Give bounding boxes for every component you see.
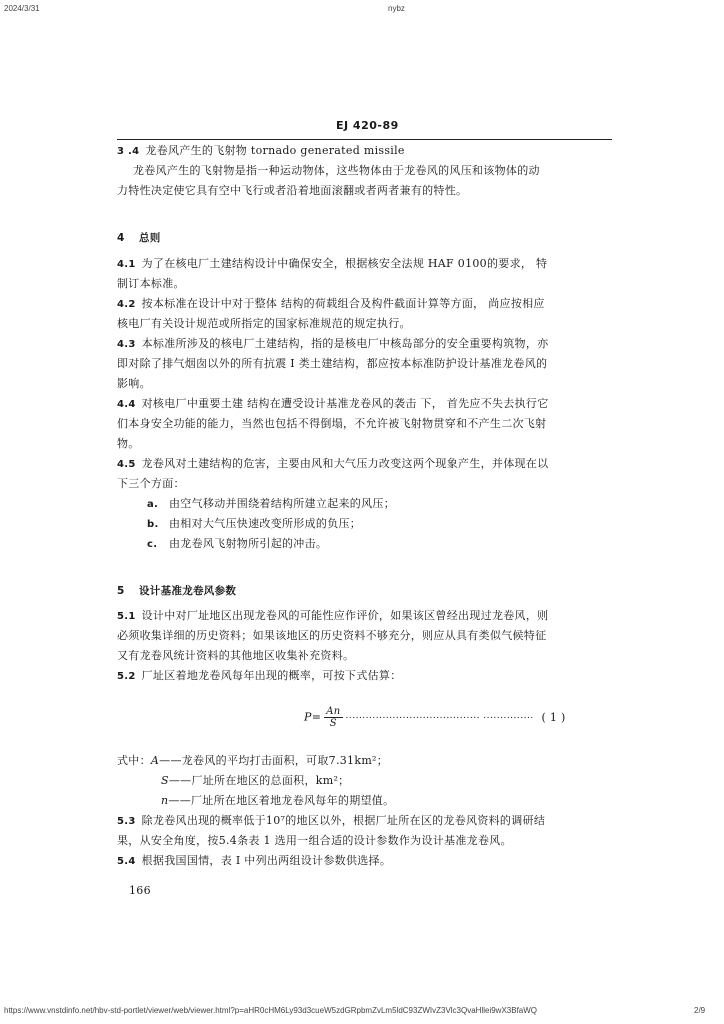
- clause-number: 4.3: [117, 339, 136, 350]
- def-text: ——厂址所在地区着地龙卷风每年的期望值。: [168, 794, 395, 807]
- clause-5-1-line-2: 必须收集详细的历史资料；如果该地区的历史资料不够充分，则应从具有类似气候特征: [117, 629, 547, 642]
- formula-fraction: [324, 706, 342, 729]
- list-marker: a.: [147, 499, 159, 510]
- header-rule: [117, 139, 612, 140]
- print-date: 2024/3/31: [4, 4, 40, 13]
- formula-label: ( 1 ): [541, 710, 566, 724]
- clause-number: 5.3: [117, 816, 136, 827]
- clause-5-3-line-2: 果，从安全角度，按5.4条表 1 选用一组合适的设计参数作为设计基准龙卷风。: [117, 834, 512, 847]
- clause-4-3-line-3: 影响。: [117, 377, 151, 390]
- footer-url[interactable]: https://www.vnstdinfo.net/hbv-std-portlet/viewer/web/viewer.html?p=aHR0cHM6Ly93d3cueW5zdGRpbmZvLm5ldC93ZWIvZ3Vlc3QvaHllei9wX3BfaWQ: [4, 1006, 538, 1015]
- clause-5-1-line-3: 又有龙卷风统计资料的其他地区收集补充资料。: [117, 649, 355, 662]
- list-item: a. 由空气移动并围绕着结构所建立起来的风压；: [147, 496, 395, 513]
- def-symbol: S: [161, 774, 169, 787]
- clause-4-1-line-1: 4.1 为了在核电厂土建结构设计中确保安全，根据核安全法规 HAF 0100的要求， 特: [117, 256, 547, 273]
- clause-4-1-line-2: 制订本标准。: [117, 277, 185, 290]
- list-item: c. 由龙卷风飞射物所引起的冲击。: [147, 536, 327, 553]
- def-text: ——龙卷风的平均打击面积，可取7.31km²；: [159, 754, 389, 767]
- section-title: 总则: [139, 232, 161, 244]
- clause-number: 4.5: [117, 459, 136, 470]
- clause-3-4-line-2: 力特性决定使它具有空中飞行或者沿着地面滚翻或者两者兼有的特性。: [117, 184, 468, 197]
- formula-def: [161, 793, 394, 809]
- clause-number: 5.2: [117, 671, 136, 682]
- formula-1: [304, 706, 566, 729]
- clause-4-3-line-1: 4.3 本标准所涉及的核电厂土建结构，指的是核电厂中核岛部分的安全重要构筑物，亦: [117, 336, 548, 353]
- def-symbol: n: [161, 794, 169, 807]
- formula-def: [161, 773, 349, 789]
- list-marker: b.: [147, 519, 159, 530]
- clause-5-2-line-1: 5.2 厂址区着地龙卷风每年出现的概率，可按下式估算：: [117, 668, 402, 685]
- formula-denominator: S: [329, 718, 337, 729]
- clause-4-5-line-1: 4.5 龙卷风对土建结构的危害，主要由风和大气压力改变这两个现象产生，并体现在以: [117, 456, 548, 473]
- clause-3-4-line-1: 龙卷风产生的飞射物是指一种运动物体，这些物体由于龙卷风的风压和该物体的动: [133, 164, 540, 177]
- clause-4-2-line-1: 4.2 按本标准在设计中对于整体 结构的荷载组合及构件截面计算等方面， 尚应按相应: [117, 296, 545, 313]
- clause-4-5-line-2: 下三个方面：: [117, 477, 185, 490]
- clause-number: 5.1: [117, 611, 136, 622]
- clause-number: 3 .4: [117, 146, 140, 157]
- clause-4-3-line-2: 即对除了排气烟囱以外的所有抗震 I 类土建结构，都应按本标准防护设计基准龙卷风的: [117, 357, 548, 370]
- def-text: ——厂址所在地区的总面积，km²；: [168, 774, 350, 787]
- section-number: 5: [117, 585, 125, 597]
- clause-4-2-line-2: 核电厂有关设计规范或所指定的国家标准规范的规定执行。: [117, 317, 411, 330]
- clause-number: 4.2: [117, 299, 136, 310]
- list-item: b. 由相对大气压快速改变所形成的负压；: [147, 516, 361, 533]
- footer-page: 2/9: [694, 1006, 706, 1015]
- clause-4-4-line-2: 们本身安全功能的能力，当然也包括不得倒塌，不允许被飞射物贯穿和不产生二次飞射: [117, 417, 547, 430]
- formula-equals: =: [311, 710, 322, 724]
- formula-lhs: P: [304, 710, 312, 724]
- clause-5-4-line-1: 5.4 根据我国国情，表 I 中列出两组设计参数供选择。: [117, 853, 391, 870]
- section-4-heading: [117, 230, 161, 246]
- list-marker: c.: [147, 539, 158, 550]
- clause-4-4-line-1: 4.4 对核电厂中重要土建 结构在遭受设计基准龙卷风的袭击 下， 首先应不失去执行它: [117, 396, 549, 413]
- clause-5-1-line-1: 5.1 设计中对厂址地区出现龙卷风的可能性应作评价，如果该区曾经出现过龙卷风，则: [117, 608, 548, 625]
- formula-leader: ········································ ···············: [345, 713, 534, 724]
- formula-def: [117, 753, 388, 769]
- section-number: 4: [117, 232, 125, 244]
- section-5-heading: [117, 583, 236, 599]
- page-number: 166: [129, 884, 151, 897]
- clause-title: 龙卷风产生的飞射物 tornado generated missile: [145, 144, 405, 157]
- clause-number: 5.4: [117, 856, 136, 867]
- standard-number: EJ 420-89: [336, 119, 399, 132]
- clause-4-4-line-3: 物。: [117, 437, 140, 450]
- clause-number: 4.1: [117, 259, 136, 270]
- clause-3-4-heading: [117, 143, 405, 160]
- print-title: nybz: [388, 4, 405, 13]
- clause-5-3-line-1: 5.3 除龙卷风出现的概率低于10⁷的地区以外，根据厂址所在区的龙卷风资料的调研结: [117, 813, 545, 830]
- where-prefix: 式中：: [117, 754, 151, 767]
- section-title: 设计基准龙卷风参数: [139, 585, 237, 597]
- formula-numerator: An: [326, 706, 341, 717]
- clause-number: 4.4: [117, 399, 136, 410]
- def-symbol: A: [150, 754, 160, 767]
